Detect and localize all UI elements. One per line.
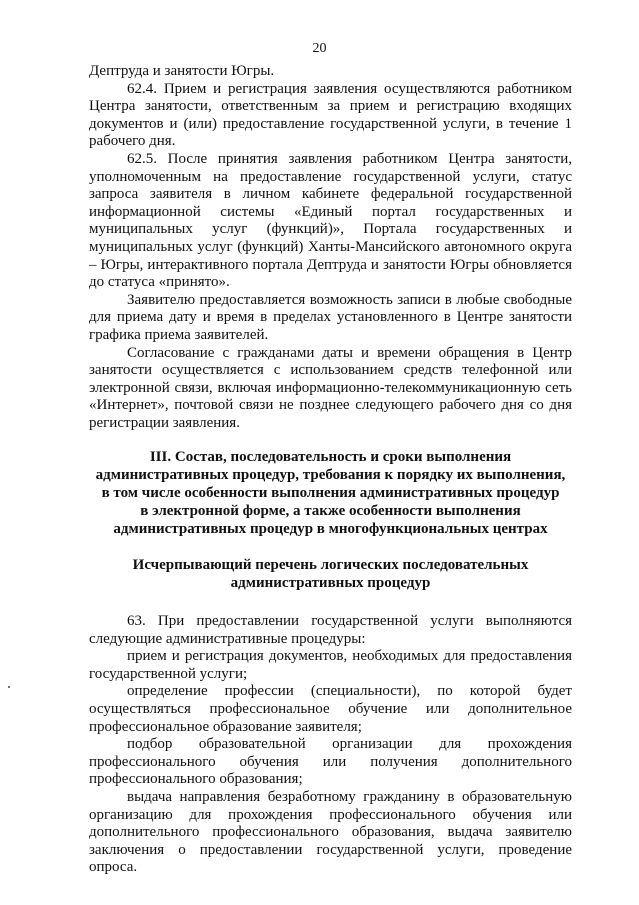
subsection-heading-line: административных процедур: [230, 575, 431, 592]
section-heading-line: III. Состав, последовательность и сроки выполнения: [149, 449, 512, 466]
procedure-item-1: прием и регистрация документов, необходимых для предоставления государственной услуги;: [89, 648, 572, 682]
procedure-item-2: определение профессии (специальности), по которой будет осуществляться профессиональное обучение или дополнительное профессиональное образование заявителя;: [89, 683, 572, 735]
paragraph-appointment: Заявителю предоставляется возможность записи в любые свободные для приема дату и время в пределах установленного в Центре занятости графика приема заявителей.: [89, 291, 572, 343]
paragraph-agreement: Согласование с гражданами даты и времени обращения в Центр занятости осуществляется с использованием средств телефонной или электронной связи, включая информационно-телекоммуникационную сеть «Интернет», почтовой связи не позднее следующего рабочего дня со дня регистрации заявления.: [89, 344, 572, 431]
section-heading-line: в том числе особенности выполнения административных процедур: [101, 485, 560, 502]
spacer: [89, 538, 572, 557]
spacer: [89, 593, 572, 613]
paragraphs-before: [89, 63, 572, 432]
paragraph-62-5: 62.5. После принятия заявления работником Центра занятости, уполномоченным на предоставление государственной услуги, статус запроса заявителя в личном кабинете федеральной государственной информационной системы «Единый портал государственных и муниципальных услуг (функций)», Портала государственных и муниципальных услуг (функций) Ханты-Мансийского автономного округа – Югры, интерактивного портала Дептруда и занятости Югры обновляется до статуса «принято».: [89, 150, 572, 291]
scan-speck: [8, 686, 10, 688]
paragraphs-after: [89, 613, 572, 877]
procedure-item-3: подбор образовательной организации для прохождения профессионального обучения или получения дополнительного профессионального образования;: [89, 736, 572, 788]
subsection-heading: [89, 557, 572, 593]
page-number: 20: [312, 41, 327, 56]
paragraph-continuation: Дептруда и занятости Югры.: [89, 63, 275, 79]
section-heading-line: в электронной форме, а также особенности выполнения: [140, 502, 521, 519]
paragraph-63: 63. При предоставлении государственной услуги выполняются следующие административные процедуры:: [89, 613, 572, 647]
document-body: [89, 63, 572, 877]
procedure-item-4: выдача направления безработному гражданину в образовательную организацию для прохождения профессионального обучения или дополнительного профессионального образования, выдача заявителю заключения о предоставлении государственной услуги, проведение опроса.: [89, 788, 572, 876]
paragraph-62-4: 62.4. Прием и регистрация заявления осуществляются работником Центра занятости, ответственным за прием и регистрацию входящих документов и (или) предоставление государственной услуги, в течение 1 рабочего дня.: [89, 80, 572, 150]
subsection-heading-line: Исчерпывающий перечень логических последовательных: [132, 557, 529, 574]
section-heading: [89, 449, 572, 538]
section-heading-line: административных процедур в многофункциональных центрах: [113, 520, 548, 537]
spacer: [89, 432, 572, 449]
section-heading-line: административных процедур, требования к порядку их выполнения,: [95, 467, 566, 484]
